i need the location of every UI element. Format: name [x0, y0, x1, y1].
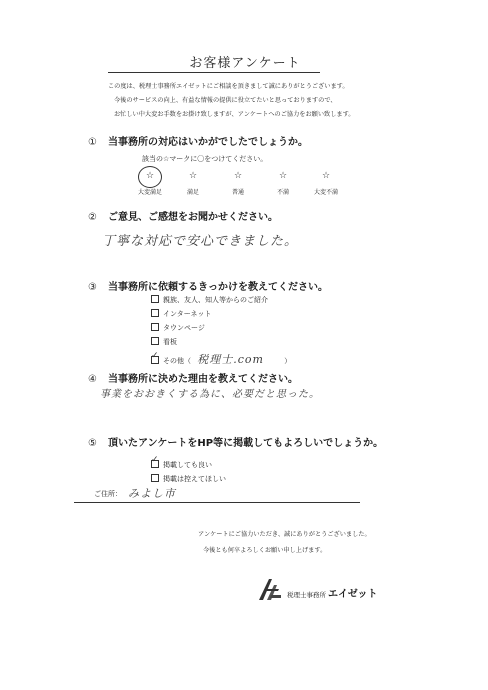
question-3-number: ③	[88, 282, 97, 293]
option-label: 掲載しても良い	[163, 461, 212, 469]
logo-text-big: エイゼット	[328, 589, 378, 600]
address-label: ご住所：	[94, 490, 122, 498]
checkbox[interactable]	[151, 295, 159, 303]
checkbox[interactable]	[151, 455, 159, 468]
other-answer[interactable]: 税理士.com	[197, 353, 264, 366]
checkbox[interactable]	[151, 474, 159, 482]
closing-line-1: アンケートにご協力いただき、誠にありがとうございました。	[198, 531, 371, 538]
option-townpage[interactable]	[151, 323, 205, 333]
question-3	[88, 278, 328, 293]
option-publish-ok[interactable]	[151, 455, 212, 470]
closing-line-2: 今後とも何卒よろしくお願い申し上げます。	[203, 547, 327, 554]
intro-line-3: お忙しい中大変お手数をお掛け致しますが、アンケートへのご協力をお願い致します。	[114, 111, 355, 118]
rating-label: 普通	[231, 189, 244, 196]
question-1-note: 該当の☆マークに〇をつけてください。	[142, 155, 268, 163]
question-4-number: ④	[88, 374, 97, 385]
option-signboard[interactable]	[151, 337, 177, 347]
rating-label: 大変満足	[137, 189, 162, 196]
intro-line-2: 今後のサービスの向上、有益な情報の提供に役立てたいと思っておりますので、	[114, 97, 337, 104]
question-2	[88, 208, 278, 223]
intro-text	[108, 80, 428, 122]
checkbox[interactable]	[151, 337, 159, 345]
question-4	[88, 370, 298, 385]
star-icon: ☆	[145, 171, 155, 181]
question-4-answer[interactable]: 事業をおおきくする為に、必要だと思った。	[100, 389, 320, 400]
checkbox[interactable]	[151, 351, 159, 364]
question-5-text: 頂いたアンケートをHP等に掲載してもよろしいでしょうか。	[108, 438, 384, 449]
checkbox[interactable]	[151, 323, 159, 331]
logo-mark-icon	[257, 576, 283, 602]
rating-option-3[interactable]	[218, 171, 258, 196]
check-mark-icon: ✓	[151, 455, 159, 465]
page-title: お客様アンケート	[189, 56, 301, 71]
other-close-paren: ）	[284, 357, 292, 365]
checkbox[interactable]	[151, 309, 159, 317]
option-label: 掲載は控えてほしい	[163, 475, 226, 483]
option-label: タウンページ	[163, 324, 205, 332]
option-publish-no[interactable]	[151, 474, 226, 484]
rating-label: 大変不満	[313, 189, 338, 196]
question-2-answer[interactable]: 丁寧な対応で安心できました。	[102, 234, 299, 249]
question-4-text: 当事務所に決めた理由を教えてください。	[108, 374, 298, 385]
question-2-text: ご意見、ご感想をお聞かせください。	[108, 212, 278, 223]
option-label: 親族、友人、知人等からのご紹介	[163, 296, 268, 304]
question-1-text: 当事務所の対応はいかがでしたでしょうか。	[108, 137, 308, 148]
question-3-text: 当事務所に依頼するきっかけを教えてください。	[108, 282, 328, 293]
star-icon: ☆	[321, 171, 331, 181]
rating-label: 不満	[276, 189, 289, 196]
question-2-number: ②	[88, 212, 97, 223]
logo-text-small: 税理士事務所	[287, 591, 326, 599]
star-icon: ☆	[278, 171, 288, 181]
logo-text	[287, 585, 378, 600]
rating-option-4[interactable]	[263, 171, 303, 196]
option-internet[interactable]	[151, 309, 211, 319]
question-5	[88, 434, 383, 449]
address-underline	[74, 502, 360, 503]
rating-option-2[interactable]	[173, 171, 213, 196]
check-mark-icon: ✓	[151, 351, 159, 361]
option-label: インターネット	[163, 310, 212, 318]
question-1	[88, 133, 308, 148]
star-icon: ☆	[233, 171, 243, 181]
option-other[interactable]	[151, 351, 291, 367]
company-logo	[257, 576, 407, 602]
selection-circle	[138, 166, 162, 188]
question-5-number: ⑤	[88, 438, 97, 449]
rating-option-1[interactable]	[130, 171, 170, 196]
address-value[interactable]: みよし市	[128, 487, 176, 500]
option-label: 看板	[163, 338, 177, 346]
rating-option-5[interactable]	[306, 171, 346, 196]
closing-text	[198, 527, 371, 559]
intro-line-1: この度は、税理士事務所エイゼットにご相談を頂きまして誠にありがとうございます。	[108, 83, 349, 90]
rating-label: 満足	[186, 189, 199, 196]
star-icon: ☆	[188, 171, 198, 181]
option-referral[interactable]	[151, 295, 268, 305]
rating-stars	[130, 171, 360, 201]
title-underline	[108, 72, 320, 73]
option-label: その他（	[163, 357, 191, 365]
question-1-number: ①	[88, 137, 97, 148]
